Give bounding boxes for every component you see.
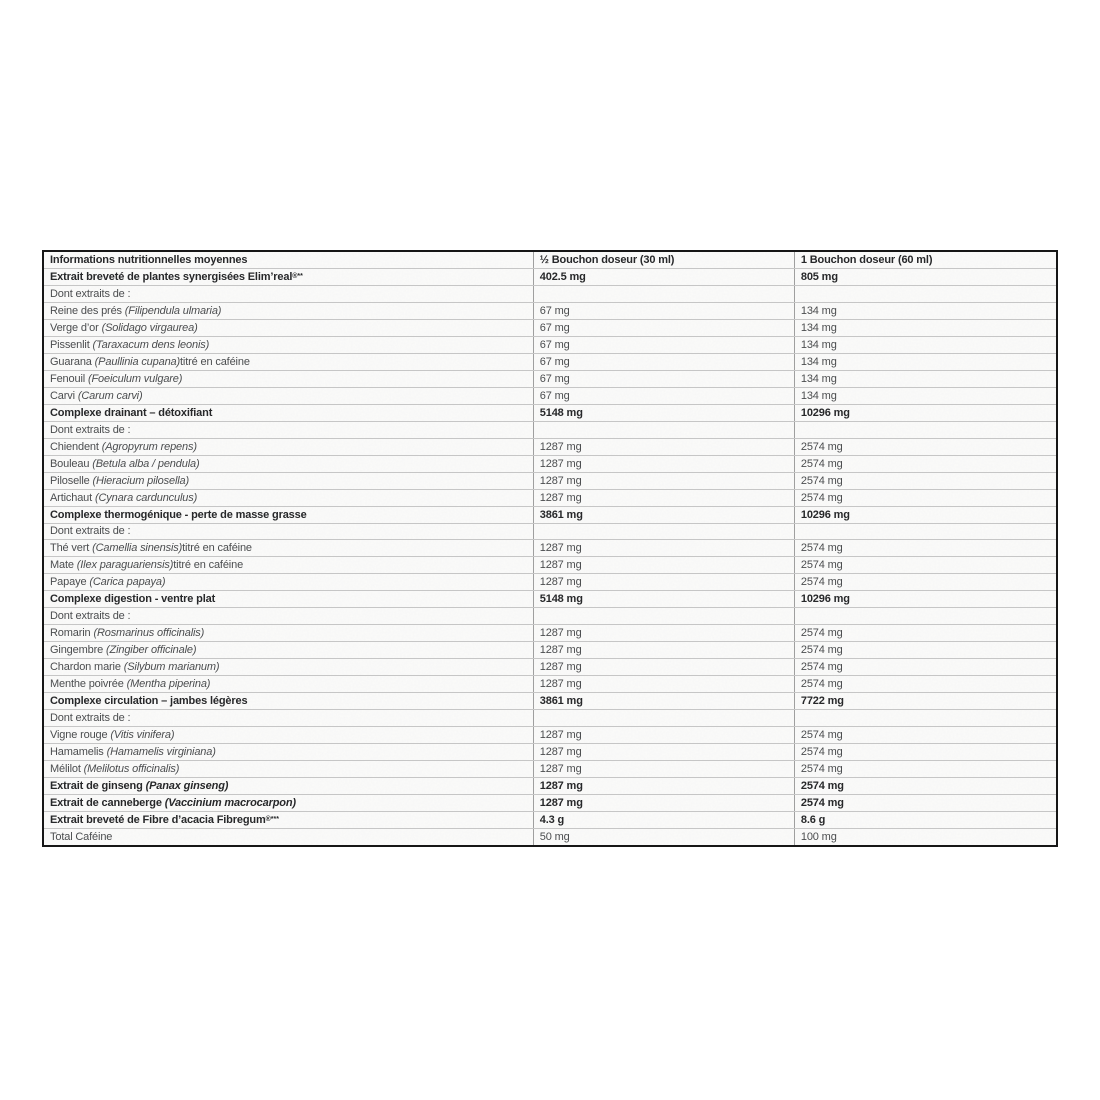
- table-row: [44, 540, 1056, 557]
- row-label: [44, 761, 533, 777]
- latin-name: (Zingiber officinale): [105, 644, 197, 657]
- value-30ml: 1287 mg: [533, 456, 794, 472]
- row-label: [44, 710, 533, 726]
- value-30ml: [533, 608, 794, 624]
- row-label: [44, 795, 533, 811]
- ingredient-name: Dont extraits de :: [50, 712, 131, 725]
- value-60ml: 2574 mg: [794, 676, 1056, 692]
- value-30ml: 1287 mg: [533, 795, 794, 811]
- row-label: [44, 507, 533, 523]
- row-label: [44, 388, 533, 404]
- latin-name: (Panax ginseng): [145, 780, 229, 793]
- table-row: [44, 727, 1056, 744]
- ingredient-name: Complexe drainant – détoxifiant: [50, 406, 213, 419]
- value-30ml: [533, 286, 794, 302]
- table-row: [44, 388, 1056, 405]
- table-row: [44, 557, 1056, 574]
- value-60ml: 2574 mg: [794, 490, 1056, 506]
- row-label: Extrait breveté de plantes synergisées Elim’real ®**: [50, 270, 303, 283]
- value-60ml: 805 mg: [794, 269, 1056, 285]
- table-row: [44, 744, 1056, 761]
- row-label: [44, 439, 533, 455]
- table-row: [44, 659, 1056, 676]
- latin-name: (Vaccinium macrocarpon): [164, 796, 296, 809]
- latin-name: (Carica papaya): [89, 576, 166, 589]
- header-text: 1 Bouchon doseur (60 ml): [800, 253, 933, 266]
- row-label: [44, 371, 533, 387]
- ingredient-name: Romarin: [50, 627, 91, 640]
- ingredient-name: Extrait breveté de plantes synergisées Elim’real: [50, 270, 293, 283]
- label-suffix: titré en caféine: [173, 559, 244, 572]
- table-row: [44, 693, 1056, 710]
- ingredient-name: Dont extraits de :: [50, 423, 131, 436]
- value-60ml: [794, 608, 1056, 624]
- latin-name: (Foeiculum vulgare): [87, 372, 183, 385]
- header-col-60ml: [794, 252, 1056, 268]
- table-row: [44, 676, 1056, 693]
- value-60ml: 2574 mg: [794, 456, 1056, 472]
- latin-name: (Hamamelis virginiana): [106, 746, 216, 759]
- table-row: [44, 591, 1056, 608]
- value-30ml: 4.3 g: [533, 812, 794, 828]
- latin-name: (Ilex paraguariensis): [76, 559, 174, 572]
- latin-name: (Camellia sinensis): [92, 542, 183, 555]
- value-30ml: 1287 mg: [533, 727, 794, 743]
- label-suffix: titré en caféine: [182, 542, 252, 555]
- value-60ml: 10296 mg: [794, 591, 1056, 607]
- row-label: [44, 829, 533, 845]
- table-row: [44, 574, 1056, 591]
- value-60ml: 2574 mg: [794, 642, 1056, 658]
- table-header-row: [44, 252, 1056, 269]
- value-60ml: 2574 mg: [794, 761, 1056, 777]
- value-60ml: [794, 286, 1056, 302]
- value-30ml: 1287 mg: [533, 744, 794, 760]
- table-row: [44, 625, 1056, 642]
- row-label: [44, 625, 533, 641]
- ingredient-name: Chardon marie: [50, 661, 121, 674]
- value-30ml: 1287 mg: [533, 625, 794, 641]
- value-60ml: 10296 mg: [794, 507, 1056, 523]
- row-label: [44, 540, 533, 556]
- value-30ml: 1287 mg: [533, 473, 794, 489]
- value-30ml: [533, 422, 794, 438]
- value-30ml: 67 mg: [533, 320, 794, 336]
- row-label: [44, 659, 533, 675]
- table-row: [44, 473, 1056, 490]
- table-row: [44, 761, 1056, 778]
- table-row: [44, 405, 1056, 422]
- value-30ml: 1287 mg: [533, 642, 794, 658]
- latin-name: (Taraxacum dens leonis): [92, 338, 210, 351]
- latin-name: (Melilotus officinalis): [83, 763, 180, 776]
- value-30ml: 50 mg: [533, 829, 794, 845]
- row-label: [44, 778, 533, 794]
- value-30ml: 1287 mg: [533, 574, 794, 590]
- table-row: [44, 371, 1056, 388]
- table-row: [44, 710, 1056, 727]
- table-row: [44, 354, 1056, 371]
- table-row: [44, 286, 1056, 303]
- value-30ml: [533, 524, 794, 540]
- nutrition-table: [42, 250, 1058, 847]
- header-col-label: [44, 252, 533, 268]
- latin-name: (Paullinia cupana): [94, 355, 181, 368]
- table-row: [44, 608, 1056, 625]
- value-60ml: 2574 mg: [794, 540, 1056, 556]
- ingredient-name: Mélilot: [50, 763, 81, 776]
- value-30ml: 1287 mg: [533, 557, 794, 573]
- ingredient-name: Chiendent: [50, 440, 99, 453]
- row-label: [44, 557, 533, 573]
- value-60ml: 2574 mg: [794, 439, 1056, 455]
- ingredient-name: Dont extraits de :: [50, 610, 131, 623]
- table-row: [44, 337, 1056, 354]
- table-row: [44, 422, 1056, 439]
- table-row: [44, 642, 1056, 659]
- row-label: [44, 456, 533, 472]
- value-60ml: 134 mg: [794, 354, 1056, 370]
- latin-name: (Rosmarinus officinalis): [93, 627, 205, 640]
- value-30ml: 3861 mg: [533, 693, 794, 709]
- value-30ml: 67 mg: [533, 388, 794, 404]
- row-label: [44, 574, 533, 590]
- ingredient-name: Pissenlit: [50, 338, 90, 351]
- row-label: Extrait breveté de Fibre d’acacia Fibregum ®***: [50, 813, 279, 826]
- value-60ml: 2574 mg: [794, 625, 1056, 641]
- value-60ml: 134 mg: [794, 320, 1056, 336]
- ingredient-name: Papaye: [50, 576, 87, 589]
- latin-name: (Betula alba / pendula): [92, 457, 200, 470]
- ingredient-name: Menthe poivrée: [50, 678, 124, 691]
- value-60ml: 2574 mg: [794, 744, 1056, 760]
- row-label: [44, 490, 533, 506]
- value-60ml: 7722 mg: [794, 693, 1056, 709]
- row-label: [44, 524, 533, 540]
- ingredient-name: Carvi: [50, 389, 75, 402]
- row-label: [44, 337, 533, 353]
- value-30ml: 1287 mg: [533, 676, 794, 692]
- table-row: [44, 269, 1056, 286]
- value-60ml: [794, 524, 1056, 540]
- ingredient-name: Hamamelis: [50, 746, 104, 759]
- latin-name: (Vitis vinifera): [110, 729, 175, 742]
- value-60ml: 8.6 g: [794, 812, 1056, 828]
- value-60ml: [794, 710, 1056, 726]
- row-label: [44, 405, 533, 421]
- value-60ml: [794, 422, 1056, 438]
- table-row: [44, 303, 1056, 320]
- header-text: Informations nutritionnelles moyennes: [50, 253, 248, 266]
- ingredient-name: Verge d’or: [50, 321, 99, 334]
- value-30ml: 5148 mg: [533, 591, 794, 607]
- table-row: [44, 795, 1056, 812]
- value-60ml: 134 mg: [794, 337, 1056, 353]
- row-label: [44, 591, 533, 607]
- row-label: [44, 320, 533, 336]
- latin-name: (Silybum marianum): [123, 661, 220, 674]
- table-row: [44, 507, 1056, 524]
- table-row: [44, 778, 1056, 795]
- value-30ml: 1287 mg: [533, 439, 794, 455]
- value-60ml: 2574 mg: [794, 574, 1056, 590]
- value-60ml: 134 mg: [794, 371, 1056, 387]
- ingredient-name: Gingembre: [50, 644, 104, 657]
- value-60ml: 2574 mg: [794, 727, 1056, 743]
- label-suffix: titré en caféine: [180, 355, 250, 368]
- table-row: [44, 456, 1056, 473]
- value-30ml: 67 mg: [533, 354, 794, 370]
- latin-name: (Mentha piperina): [126, 678, 211, 691]
- latin-name: (Solidago virgaurea): [101, 321, 198, 334]
- ingredient-name: Extrait de ginseng: [50, 780, 143, 793]
- ingredient-name: Reine des prés: [50, 304, 122, 317]
- row-label: [44, 744, 533, 760]
- latin-name: (Cynara cardunculus): [94, 491, 198, 504]
- ingredient-name: Guarana: [50, 355, 92, 368]
- ingredient-name: Complexe circulation – jambes légères: [50, 695, 248, 708]
- ingredient-name: Thé vert: [50, 542, 90, 555]
- header-text: ½ Bouchon doseur (30 ml): [539, 253, 675, 266]
- row-label: [44, 354, 533, 370]
- ingredient-name: Fenouil: [50, 372, 86, 385]
- table-row: [44, 320, 1056, 337]
- ingredient-name: Mate: [50, 559, 74, 572]
- table-row: [44, 524, 1056, 541]
- value-60ml: 100 mg: [794, 829, 1056, 845]
- ingredient-name: Dont extraits de :: [50, 525, 131, 538]
- value-30ml: 1287 mg: [533, 761, 794, 777]
- nutrition-table-grid: [44, 252, 1056, 845]
- ingredient-name: Vigne rouge: [50, 729, 108, 742]
- value-30ml: 1287 mg: [533, 540, 794, 556]
- ingredient-name: Extrait de canneberge: [50, 796, 162, 809]
- ingredient-name: Complexe thermogénique - perte de masse grasse: [50, 508, 307, 521]
- value-60ml: 134 mg: [794, 303, 1056, 319]
- ingredient-name: Dont extraits de :: [50, 287, 131, 300]
- table-row: [44, 812, 1056, 829]
- value-30ml: 1287 mg: [533, 490, 794, 506]
- value-30ml: 5148 mg: [533, 405, 794, 421]
- row-label: [44, 422, 533, 438]
- ingredient-name: Extrait breveté de Fibre d’acacia Fibregum: [50, 813, 266, 826]
- ingredient-name: Total Caféine: [50, 830, 113, 843]
- value-30ml: 1287 mg: [533, 778, 794, 794]
- ingredient-name: Complexe digestion - ventre plat: [50, 593, 216, 606]
- ingredient-name: Artichaut: [50, 491, 93, 504]
- row-label: [44, 642, 533, 658]
- latin-name: (Agropyrum repens): [101, 440, 197, 453]
- value-60ml: 134 mg: [794, 388, 1056, 404]
- value-60ml: 10296 mg: [794, 405, 1056, 421]
- value-30ml: 402.5 mg: [533, 269, 794, 285]
- row-label: [44, 676, 533, 692]
- row-label: [44, 473, 533, 489]
- value-30ml: 3861 mg: [533, 507, 794, 523]
- value-30ml: 67 mg: [533, 337, 794, 353]
- row-label: [44, 693, 533, 709]
- latin-name: (Carum carvi): [77, 389, 143, 402]
- value-30ml: 1287 mg: [533, 659, 794, 675]
- ingredient-name: Bouleau: [50, 457, 90, 470]
- latin-name: (Hieracium pilosella): [92, 474, 190, 487]
- table-row: [44, 490, 1056, 507]
- value-30ml: 67 mg: [533, 371, 794, 387]
- value-60ml: 2574 mg: [794, 778, 1056, 794]
- value-60ml: 2574 mg: [794, 795, 1056, 811]
- ingredient-name: Piloselle: [50, 474, 90, 487]
- value-30ml: 67 mg: [533, 303, 794, 319]
- value-60ml: 2574 mg: [794, 659, 1056, 675]
- value-60ml: 2574 mg: [794, 557, 1056, 573]
- row-label: [44, 303, 533, 319]
- header-col-30ml: [533, 252, 794, 268]
- latin-name: (Filipendula ulmaria): [124, 304, 222, 317]
- row-label: [44, 608, 533, 624]
- table-row: [44, 829, 1056, 845]
- row-label: [44, 727, 533, 743]
- value-60ml: 2574 mg: [794, 473, 1056, 489]
- row-label: [44, 286, 533, 302]
- table-row: [44, 439, 1056, 456]
- value-30ml: [533, 710, 794, 726]
